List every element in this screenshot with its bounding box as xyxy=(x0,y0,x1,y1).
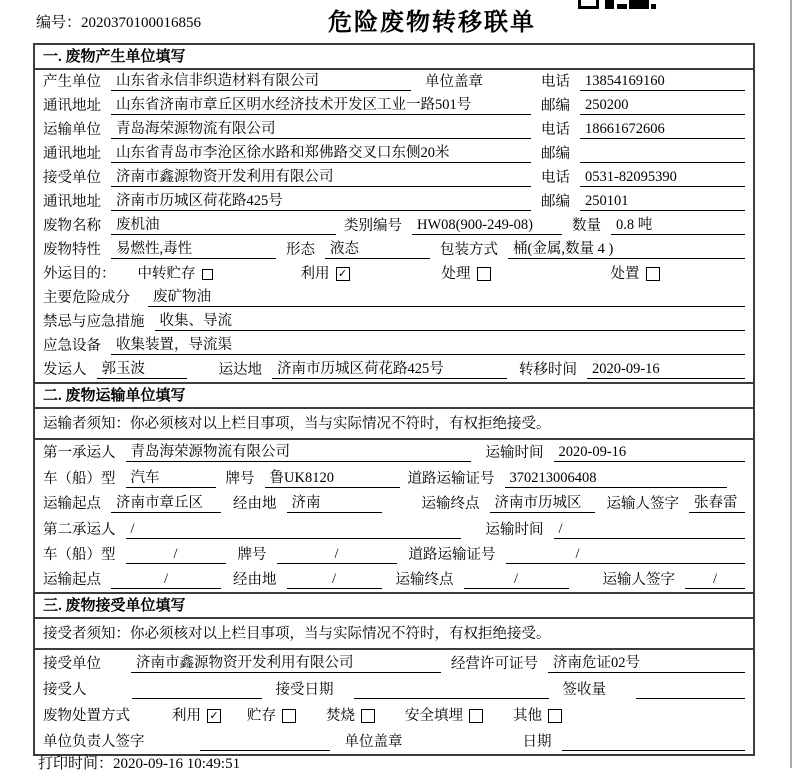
route-origin-label: 运输起点 xyxy=(43,496,101,513)
section-producer xyxy=(35,45,753,382)
destination-label: 运达地 xyxy=(218,362,262,378)
plate-label: 牌号 xyxy=(225,470,255,487)
row-route1 xyxy=(35,491,753,516)
quantity-value: 0.8 吨 xyxy=(611,217,745,235)
transporter-label: 运输单位 xyxy=(43,122,101,138)
waste-name-label: 废物名称 xyxy=(43,218,101,234)
address-label: 通讯地址 xyxy=(43,146,101,162)
purpose-label: 外运目的： xyxy=(43,266,116,282)
emergency-measures-label: 禁忌与应急措施 xyxy=(43,314,145,330)
vehicle1-type-value: 汽车 xyxy=(126,470,216,488)
utilize-checkbox: ✓ xyxy=(336,267,350,281)
seal-label: 单位盖章 xyxy=(425,74,483,90)
emergency-equipment-label: 应急设备 xyxy=(43,338,101,354)
transporter-address-value: 山东省青岛市李沧区徐水路和郑佛路交叉口东侧20米 xyxy=(111,145,531,163)
vehicle2-permit-value: / xyxy=(506,546,746,564)
route2-origin-value: / xyxy=(111,571,221,589)
purpose-option-label: 中转贮存 xyxy=(137,266,196,282)
waste-props-label: 废物特性 xyxy=(43,242,101,258)
carrier1-value: 青岛海荣源物流有限公司 xyxy=(126,444,471,462)
section-receiver xyxy=(35,592,753,754)
row-producer-address xyxy=(35,94,753,118)
row-vehicle2 xyxy=(35,542,753,567)
receiver-value: 济南市鑫源物资开发利用有限公司 xyxy=(111,169,531,187)
qr-block xyxy=(617,4,627,9)
doc-number-label: 编号： xyxy=(36,15,82,31)
disposal-option-label: 其他 xyxy=(513,708,542,725)
category-code-value: HW08(900-249-08) xyxy=(412,217,562,235)
receive-unit-value: 济南市鑫源物资开发利用有限公司 xyxy=(131,655,441,673)
address-label: 通讯地址 xyxy=(43,194,101,210)
phone-label: 电话 xyxy=(541,74,570,90)
page-edge-line xyxy=(790,0,792,768)
row-hazard-components xyxy=(35,286,753,310)
print-time-value: 2020-09-16 10:49:51 xyxy=(113,756,241,772)
phone-label: 电话 xyxy=(541,122,570,138)
route-via-label: 经由地 xyxy=(233,496,277,513)
date-label: 日期 xyxy=(522,734,552,751)
signed-quantity-value xyxy=(636,682,745,699)
purpose-option-label: 处理 xyxy=(441,266,471,282)
receiver-zip-value: 250101 xyxy=(580,193,745,211)
print-time-label: 打印时间： xyxy=(38,756,114,772)
dispose-checkbox xyxy=(646,267,660,281)
producer-zip-value: 250200 xyxy=(580,97,745,115)
transport-time-label: 运输时间 xyxy=(485,521,544,538)
form-state-value: 液态 xyxy=(325,241,430,259)
route-via-label: 经由地 xyxy=(233,572,277,589)
vehicle2-plate-value: / xyxy=(277,546,397,564)
waste-name-value: 废机油 xyxy=(111,217,336,235)
receiver-label: 接受单位 xyxy=(43,170,101,186)
receive-date-label: 接受日期 xyxy=(275,682,334,699)
quantity-label: 数量 xyxy=(572,218,601,234)
purpose-option-label: 利用 xyxy=(300,266,330,282)
zip-label: 邮编 xyxy=(541,146,570,162)
receiver-notice: 接受者须知：你必须核对以上栏目事项，当与实际情况不符时，有权拒绝接受。 xyxy=(35,619,753,650)
doc-number xyxy=(36,11,201,32)
road-permit-label: 道路运输证号 xyxy=(408,546,496,563)
transporter-sign-label: 运输人签字 xyxy=(602,572,675,589)
producer-value: 山东省永信非织造材料有限公司 xyxy=(111,73,411,91)
doc-number-value: 2020370100016856 xyxy=(81,15,202,31)
transporter-value: 青岛海荣源物流有限公司 xyxy=(111,121,531,139)
packaging-value: 桶(金属,数量 4 ) xyxy=(508,241,745,259)
unit-seal-label: 单位盖章 xyxy=(344,734,403,751)
purpose-option-label: 处置 xyxy=(610,266,640,282)
transfer-time-label: 转移时间 xyxy=(519,362,577,378)
receiver-phone-value: 0531-82095390 xyxy=(580,169,745,187)
row-transporter xyxy=(35,118,753,142)
print-time xyxy=(38,752,240,773)
row-waste-name xyxy=(35,214,753,238)
route1-end-value: 济南市历城区 xyxy=(490,495,595,513)
row-responsible-sign xyxy=(35,728,753,754)
route2-end-value: / xyxy=(464,571,569,589)
row-disposal-method xyxy=(35,702,753,728)
carrier2-value: / xyxy=(126,521,461,539)
producer-label: 产生单位 xyxy=(43,74,101,90)
disposal-other-checkbox xyxy=(548,709,562,723)
qr-block xyxy=(605,0,614,9)
zip-label: 邮编 xyxy=(541,194,570,210)
row-receiver xyxy=(35,166,753,190)
road-permit-label: 道路运输证号 xyxy=(407,470,495,487)
destination-value: 济南市历城区荷花路425号 xyxy=(272,361,507,379)
route-origin-label: 运输起点 xyxy=(43,572,101,589)
manifest-form xyxy=(33,43,755,756)
route-end-label: 运输终点 xyxy=(421,496,480,513)
form-state-label: 形态 xyxy=(286,242,315,258)
row-emergency-measures xyxy=(35,310,753,334)
transfer-time-value: 2020-09-16 xyxy=(587,361,745,379)
qr-block xyxy=(651,4,656,9)
date-value xyxy=(562,734,746,751)
transporter-notice: 运输者须知：你必须核对以上栏目事项，当与实际情况不符时，有权拒绝接受。 xyxy=(35,409,753,440)
route1-sign-value: 张春雷 xyxy=(689,495,745,513)
disposal-storage-checkbox xyxy=(282,709,296,723)
transporter-sign-label: 运输人签字 xyxy=(606,496,679,513)
receiver-address-value: 济南市历城区荷花路425号 xyxy=(111,193,531,211)
row-route2 xyxy=(35,567,753,592)
vehicle2-type-value: / xyxy=(126,546,226,564)
plate-label: 牌号 xyxy=(237,546,267,563)
route-end-label: 运输终点 xyxy=(395,572,454,589)
row-waste-props xyxy=(35,238,753,262)
vehicle-type-label: 车（船）型 xyxy=(43,470,116,487)
section1-title: 一. 废物产生单位填写 xyxy=(35,45,753,70)
vehicle1-permit-value: 370213006408 xyxy=(505,470,728,488)
qr-block xyxy=(629,0,649,9)
qr-code-fragment-icon xyxy=(578,0,658,9)
route2-via-value: / xyxy=(287,571,382,589)
section-transporter xyxy=(35,382,753,592)
responsible-sign-value xyxy=(200,734,330,751)
treat-checkbox xyxy=(477,267,491,281)
qr-finder-block xyxy=(578,0,599,9)
carrier1-label: 第一承运人 xyxy=(43,445,116,462)
responsible-sign-label: 单位负责人签字 xyxy=(43,734,145,751)
route1-via-value: 济南 xyxy=(287,495,382,513)
license-value: 济南危证02号 xyxy=(548,655,745,673)
transporter-zip-value xyxy=(580,146,745,163)
address-label: 通讯地址 xyxy=(43,98,101,114)
hazard-value: 废矿物油 xyxy=(148,289,745,307)
row-transfer-purpose xyxy=(35,262,753,286)
section2-title: 二. 废物运输单位填写 xyxy=(35,382,753,409)
route1-origin-value: 济南市章丘区 xyxy=(111,495,221,513)
row-vehicle1 xyxy=(35,465,753,490)
carrier2-time-value: / xyxy=(554,521,746,539)
row-dispatch xyxy=(35,358,753,382)
carrier2-label: 第二承运人 xyxy=(43,521,116,538)
disposal-incinerate-checkbox xyxy=(361,709,375,723)
vehicle-type-label: 车（船）型 xyxy=(43,546,116,563)
receive-date-value xyxy=(354,682,549,699)
row-carrier1 xyxy=(35,440,753,465)
receive-unit-label: 接受单位 xyxy=(43,656,101,673)
signed-quantity-label: 签收量 xyxy=(562,682,606,699)
emergency-equipment-value: 收集装置，导流渠 xyxy=(111,337,745,355)
row-carrier2 xyxy=(35,516,753,541)
producer-phone-value: 13854169160 xyxy=(580,73,745,91)
producer-address-value: 山东省济南市章丘区明水经济技术开发区工业一路501号 xyxy=(111,97,531,115)
dispatcher-value: 郭玉波 xyxy=(97,361,187,379)
row-receive-unit xyxy=(35,650,753,676)
emergency-measures-value: 收集、导流 xyxy=(155,313,746,331)
category-code-label: 类别编号 xyxy=(344,218,402,234)
disposal-option-label: 安全填埋 xyxy=(405,708,463,725)
disposal-landfill-checkbox xyxy=(469,709,483,723)
row-receiver-address xyxy=(35,190,753,214)
disposal-utilize-checkbox: ✓ xyxy=(207,709,221,723)
waste-props-value: 易燃性,毒性 xyxy=(111,241,276,259)
receive-person-value xyxy=(132,682,262,699)
dispatcher-label: 发运人 xyxy=(43,362,87,378)
disposal-option-label: 焚烧 xyxy=(326,708,355,725)
row-transporter-address xyxy=(35,142,753,166)
transport-time-label: 运输时间 xyxy=(485,445,544,462)
section3-title: 三. 废物接受单位填写 xyxy=(35,592,753,619)
hazard-label: 主要危险成分 xyxy=(43,290,130,306)
zip-label: 邮编 xyxy=(541,98,570,114)
receive-person-label: 接受人 xyxy=(43,682,87,699)
disposal-option-label: 利用 xyxy=(172,708,201,725)
page-title: 危险废物转移联单 xyxy=(328,10,536,36)
route2-sign-value: / xyxy=(685,571,745,589)
disposal-method-label: 废物处置方式 xyxy=(43,708,130,725)
phone-label: 电话 xyxy=(541,170,570,186)
carrier1-time-value: 2020-09-16 xyxy=(554,444,746,462)
row-receive-person xyxy=(35,676,753,702)
transporter-phone-value: 18661672606 xyxy=(580,121,745,139)
packaging-label: 包装方式 xyxy=(440,242,498,258)
transfer-storage-checkbox xyxy=(202,269,213,280)
license-label: 经营许可证号 xyxy=(451,656,538,673)
row-producer xyxy=(35,70,753,94)
row-emergency-equipment xyxy=(35,334,753,358)
disposal-option-label: 贮存 xyxy=(247,708,276,725)
vehicle1-plate-value: 鲁UK8120 xyxy=(265,470,400,488)
